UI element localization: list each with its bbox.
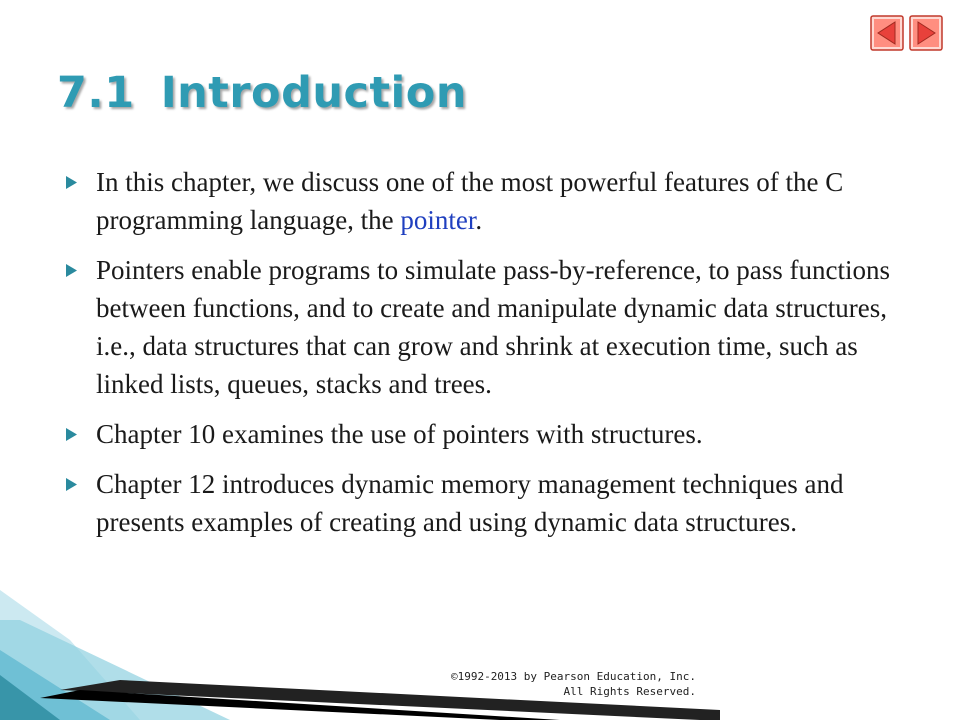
slide-title (57, 68, 467, 118)
rights-line: All Rights Reserved. (563, 685, 696, 698)
previous-slide-button[interactable] (870, 15, 904, 51)
title-text: Introduction (160, 68, 467, 118)
copyright-line: ©1992-2013 by Pearson Education, Inc. (450, 670, 696, 683)
bullet-text: Pointers enable programs to simulate pass-by-reference, to pass functions between functions, and to create and manipulate dynamic data structures, i.e., data structures that can grow and shrink at execution time, such as linked lists, queues, stacks and trees. (96, 255, 891, 399)
title-number: 7.1 (57, 68, 135, 118)
bullet-item (66, 163, 916, 239)
bullet-arrow-icon (66, 478, 77, 491)
next-arrow-icon (909, 15, 943, 51)
bullet-item (66, 465, 916, 541)
bullet-list (66, 163, 916, 553)
corner-decoration (0, 580, 720, 720)
bullet-arrow-icon (66, 264, 77, 277)
bullet-item (66, 415, 916, 453)
bullet-item (66, 251, 916, 403)
bullet-text: Chapter 12 introduces dynamic memory management techniques and presents examples of creating and using dynamic data structures. (96, 469, 844, 537)
copyright-footer (400, 669, 696, 699)
bullet-text-end: . (475, 205, 483, 235)
bullet-text: In this chapter, we discuss one of the most powerful features of the C programming language, the (96, 167, 844, 235)
bullet-text: Chapter 10 examines the use of pointers with structures. (96, 419, 703, 449)
next-slide-button[interactable] (909, 15, 943, 51)
bullet-arrow-icon (66, 428, 77, 441)
pointer-term: pointer (400, 205, 476, 235)
bullet-arrow-icon (66, 176, 77, 189)
prev-arrow-icon (870, 15, 904, 51)
